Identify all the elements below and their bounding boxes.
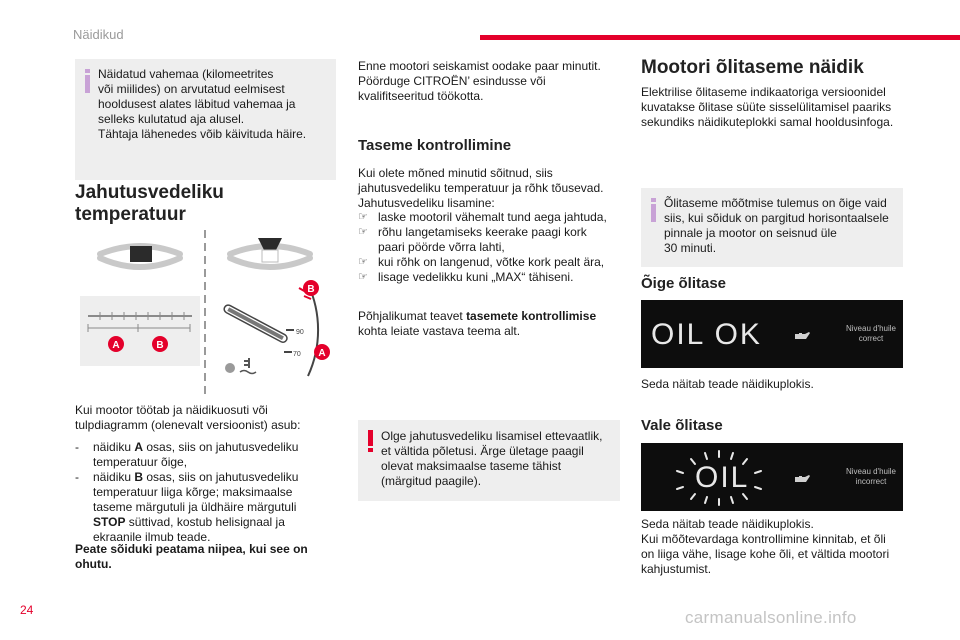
- oil-ok-status: Niveau d'huile correct: [845, 324, 896, 343]
- oil-ok-display: [641, 300, 903, 368]
- correct-oil-heading: Õige õlitase: [641, 275, 727, 292]
- running-header: Näidikud: [73, 27, 124, 42]
- list-text: näidiku: [93, 470, 135, 484]
- list-dash: -: [75, 440, 79, 454]
- bar-graph-panel: [80, 296, 200, 366]
- coolant-temperature-heading: Jahutusvedeliku temperatuur: [75, 182, 224, 225]
- warning-box-coolant: [358, 420, 620, 501]
- gauge-needle: [223, 304, 289, 344]
- engine-stop-advice: Enne mootori seiskamist oodake paar minutit. Pöörduge CITROËN’ esindusse või kvalifitseeritud töökotta.: [358, 59, 601, 103]
- info-icon: [651, 198, 656, 222]
- stop-word: STOP: [93, 515, 126, 529]
- coolant-gauge-figure: [80, 226, 330, 398]
- correct-oil-caption: Seda näitab teade näidikuplokis.: [641, 377, 814, 391]
- list-item: [75, 440, 337, 470]
- coolant-gauge-illustration: [80, 226, 330, 398]
- level-check-intro: Kui olete mõned minutid sõitnud, siis jahutusvedeliku temperatuur ja rõhk tõusevad. Jahutusvedeliku lisamine:: [358, 166, 604, 210]
- step-bullet-icon: ☞: [358, 256, 368, 268]
- dashboard-screen-left: [130, 246, 152, 262]
- coolant-state-list: [75, 440, 337, 545]
- page-number: 24: [20, 603, 34, 617]
- step-text: laske mootoril vähemalt tund aega jahtuda,: [378, 210, 607, 224]
- list-item: [358, 210, 620, 225]
- coolant-temperature-icon: [240, 358, 256, 374]
- reference-text: Põhjalikumat teavet: [358, 309, 467, 323]
- step-bullet-icon: ☞: [358, 271, 368, 283]
- reference-text-rest: kohta leiate vastava teema alt.: [358, 324, 521, 338]
- list-item: [358, 270, 620, 285]
- level-check-heading: Taseme kontrollimine: [358, 137, 512, 154]
- more-info-reference: [358, 294, 620, 339]
- label-a-text-right: A: [318, 348, 326, 359]
- warning-box-text: Olge jahutusvedeliku lisamisel ettevaatlik, et vältida põletusi. Ärge ületage paagil olevat maksimaalse taseme tähist (märgitud paagile).: [381, 429, 603, 488]
- header-rule: [480, 35, 960, 40]
- list-letter: B: [134, 470, 144, 484]
- list-text: näidiku: [93, 440, 135, 454]
- info-icon: [85, 69, 90, 93]
- info-box-oil-measurement: [641, 188, 903, 267]
- list-item: [358, 255, 620, 270]
- oil-ok-text: OIL OK: [651, 318, 762, 351]
- step-bullet-icon: ☞: [358, 211, 368, 223]
- incorrect-oil-caption: Seda näitab teade näidikuplokis. Kui mõõtevardaga kontrollimine kinnitab, et õli on liiga vähe, lisage kohe õli, et vältida mootori kahjustumist.: [641, 517, 890, 576]
- list-text-rest: osas, siis on jahutusvedeliku temperatuur õige,: [93, 440, 299, 469]
- list-dash: -: [75, 470, 79, 484]
- oil-can-icon: [793, 471, 811, 489]
- list-item: [358, 225, 620, 255]
- list-text-rest2: süttivad, kostub helisignaal ja ekraanile ilmub teade.: [93, 515, 285, 544]
- oil-level-heading: Mootori õlitaseme näidik: [641, 57, 864, 78]
- step-text: kui rõhk on langenud, võtke kork pealt ära,: [378, 255, 605, 269]
- oil-can-icon: [793, 328, 811, 346]
- list-item: [75, 470, 337, 545]
- oil-incorrect-status: Niveau d'huile incorrect: [845, 467, 896, 486]
- info-box-service-distance: [75, 59, 336, 180]
- step-bullet-icon: ☞: [358, 226, 368, 238]
- oil-level-intro: Elektrilise õlitaseme indikaatoriga versioonidel kuvatakse õlitase süüte sisselülitamisel paariks sekundiks näidikuteplokki samal hooldusinfoga.: [641, 85, 894, 129]
- site-watermark: carmanualsonline.info: [685, 608, 857, 627]
- oil-incorrect-display: [641, 443, 903, 511]
- label-b-text-right: B: [307, 284, 315, 295]
- gauge-tick-90: 90: [296, 329, 304, 336]
- warning-icon: [368, 430, 373, 452]
- label-b-text-left: B: [156, 340, 164, 351]
- info-box-text: Õlitaseme mõõtmise tulemus on õige vaid siis, kui sõiduk on pargitud horisontaalsele pinnale ja mootor on seisnud üle 30 minuti.: [664, 196, 889, 255]
- indicator-dot: [225, 363, 235, 373]
- list-text-rest: osas, siis on jahutusvedeliku temperatuur liiga kõrge; maksimaalse taseme märgutuli ja üldhäire märgutuli: [93, 470, 299, 514]
- gauge-tick-70: 70: [293, 351, 301, 358]
- info-box-text: Näidatud vahemaa (kilomeetrites või miilides) on arvutatud eelmisest hooldusest alates läbitud vahemaa ja selleks kulutatud aja alusel. Tähtaja lähenedes võib käivituda häire.: [98, 67, 307, 141]
- coolant-intro: Kui mootor töötab ja näidikuosuti või tulpdiagramm (olenevalt versioonist) asub:: [75, 403, 301, 432]
- incorrect-oil-heading: Vale õlitase: [641, 417, 723, 434]
- reference-bold: tasemete kontrollimise: [466, 309, 597, 323]
- level-check-steps: [358, 210, 620, 285]
- label-a-text-left: A: [112, 340, 120, 351]
- oil-incorrect-text: OIL: [695, 461, 750, 494]
- step-text: lisage vedelikku kuni „MAX“ tähiseni.: [378, 270, 574, 284]
- step-text: rõhu langetamiseks keerake paagi kork paari pöörde võrra lahti,: [378, 225, 587, 254]
- stop-vehicle-warning: Peate sõiduki peatama niipea, kui see on ohutu.: [75, 542, 308, 571]
- list-letter: A: [134, 440, 144, 454]
